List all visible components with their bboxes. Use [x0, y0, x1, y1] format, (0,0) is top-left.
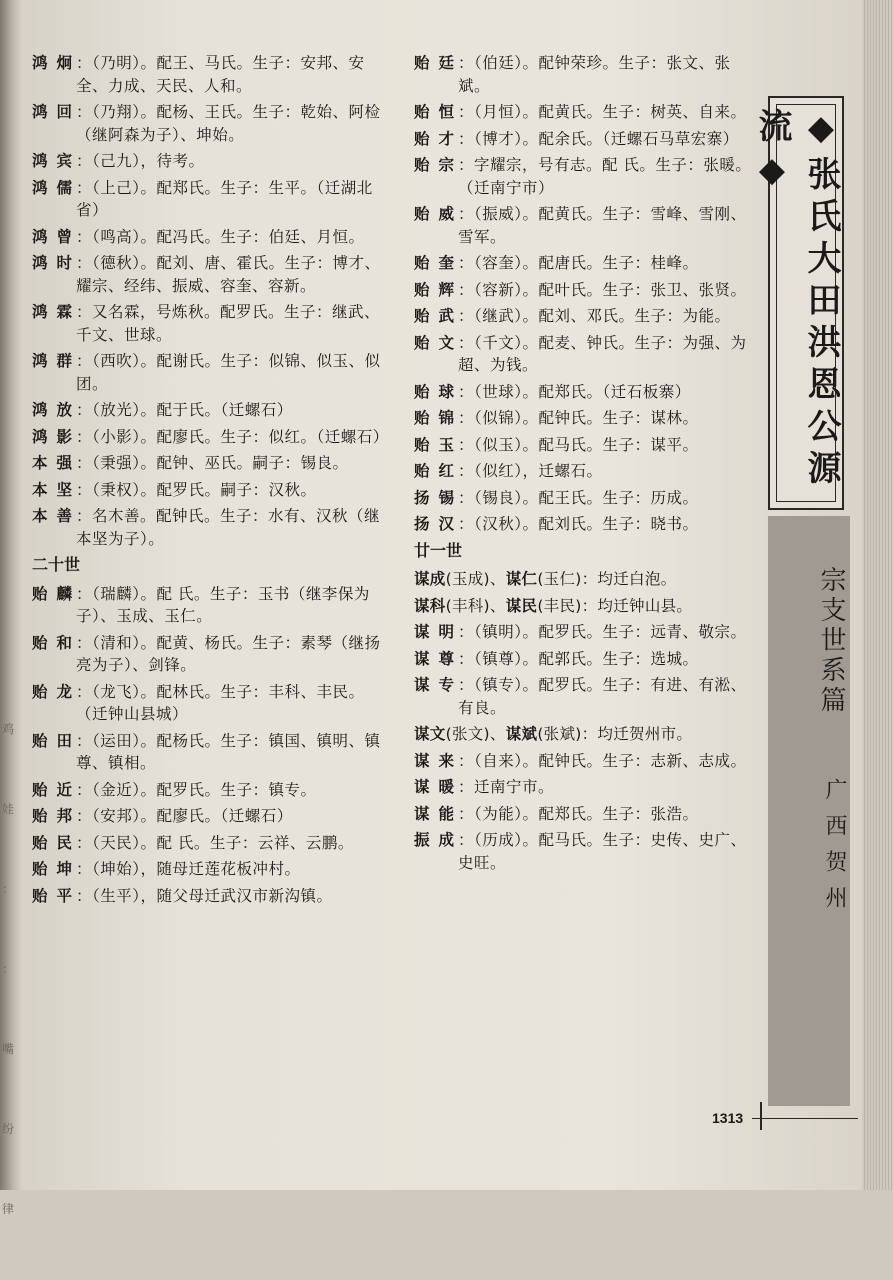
entry-name-char: 贻: [414, 156, 430, 174]
entry-name: [414, 101, 458, 124]
entry-name-char: 贻: [414, 333, 430, 352]
entry-name-char: 鸿: [32, 227, 48, 246]
genealogy-entry: [32, 177, 384, 222]
entry-name-char: 文: [438, 333, 454, 352]
entry-name: [32, 350, 76, 395]
entry-name-char: 本: [32, 507, 48, 525]
entry-name-char: 红: [438, 462, 454, 480]
entry-name-char: 成: [438, 831, 454, 849]
entry-name-char: 鸿: [32, 254, 48, 272]
entry-name-char: 和: [56, 633, 72, 652]
genealogy-entry: [32, 479, 384, 502]
entry-text: ：（镇明）。配罗氏。生子：远青、敬宗。: [458, 623, 747, 641]
entry-text: ：（秉强）。配钟、巫氏。嗣子：锡良。: [76, 454, 349, 472]
generation-heading: 廿一世: [414, 540, 463, 560]
entry-text: ：名木善。配钟氏。生子：水有、汉秋（继本坚为子）。: [76, 507, 381, 548]
entry-text: ：（清和）。配黄、杨氏。生子：素琴（继扬亮为子）、剑锋。: [76, 633, 381, 674]
entry-text: ：（生平），随父母迁武汉市新沟镇。: [76, 886, 333, 905]
genealogy-entry: [414, 154, 754, 199]
entry-name-char: 贻: [32, 682, 48, 701]
entry-name: [414, 776, 458, 799]
entry-name-char: 强: [56, 454, 72, 472]
entry-name-char: 鸿: [32, 152, 48, 170]
entry-name-char: 田: [56, 731, 72, 750]
genealogy-entry: [414, 279, 754, 302]
entry-name-char: 能: [438, 804, 454, 823]
region-label: 广西贺州: [822, 778, 847, 922]
entry-name-char: 暖: [438, 778, 454, 796]
entry-text: (丰民)：均迁钟山县。: [537, 596, 693, 615]
entry-name-char: 放: [56, 401, 72, 419]
entry-name: [414, 128, 458, 151]
entry-name: [32, 858, 76, 881]
genealogy-entry: [32, 832, 384, 855]
entry-name: [414, 487, 458, 510]
entry-text: (玉仁)：均迁白泡。: [537, 570, 677, 588]
entry-name-char: 贻: [414, 54, 430, 72]
entry-text: ：（汉秋）。配刘氏。生子：晓书。: [458, 515, 699, 533]
entry-name: [414, 513, 458, 536]
entry-name-char: 本: [32, 480, 48, 499]
genealogy-entry: [32, 426, 389, 449]
entry-name: [414, 305, 458, 328]
right-text-column: [414, 52, 754, 878]
genealogy-entry: [414, 434, 754, 457]
entry-text: ：（似锦）。配钟氏。生子：谋林。: [458, 409, 699, 427]
entry-name: [414, 674, 458, 719]
entry-text: ：（容新）。配叶氏。生子：张卫、张贤。: [458, 280, 747, 299]
entry-name: [414, 332, 458, 377]
entry-name-char: 尊: [438, 649, 454, 668]
combined-entry: [414, 723, 754, 746]
genealogy-entry: [32, 399, 384, 422]
genealogy-entry: [32, 150, 384, 173]
genealogy-entry: [32, 858, 384, 881]
entry-name: [32, 885, 76, 908]
entry-name-char: 来: [438, 751, 454, 770]
footer-rule: [752, 1118, 858, 1119]
entry-name-char: 贻: [414, 435, 430, 454]
entry-name-char: 贻: [414, 129, 430, 148]
entry-text: ：（鸣高）。配冯氏。生子：伯廷、月恒。: [76, 227, 365, 246]
entry-name-char: 谋: [414, 623, 430, 641]
entry-name: [414, 381, 458, 404]
entry-name: [414, 621, 458, 644]
section-tab: [768, 516, 850, 1106]
entry-name-char: 贻: [414, 205, 430, 223]
entry-name-char: 谋: [414, 751, 430, 770]
genealogy-entry: [32, 805, 384, 828]
entry-text: ：（自来）。配钟氏。生子：志新、志成。: [458, 751, 747, 770]
generation-heading: 二十世: [32, 555, 81, 574]
entry-name-char: 本: [32, 454, 48, 472]
entry-text: ：字耀宗，号有志。配 氏。生子：张暖。（迁南宁市）: [458, 156, 752, 197]
entry-text: ：（似红），迁螺石。: [458, 462, 603, 480]
left-text-column: [32, 52, 389, 911]
entry-name: [32, 479, 76, 502]
section-title: 宗支世系篇: [816, 566, 846, 716]
genealogy-entry: [414, 407, 754, 430]
entry-name-char: 善: [56, 507, 72, 525]
entry-name-char: 贻: [32, 807, 48, 825]
genealogy-entry: [32, 681, 384, 726]
entry-name-char: 贻: [32, 633, 48, 652]
entry-text: ：（伯廷）。配钟荣珍。生子：张文、张斌。: [458, 54, 731, 95]
entry-name: [414, 203, 458, 248]
entry-name-char: 时: [56, 254, 72, 272]
entry-text: ：（似玉）。配马氏。生子：谋平。: [458, 435, 699, 454]
genealogy-entry: [414, 776, 754, 799]
genealogy-entry: [414, 513, 754, 536]
entry-name-char: 专: [438, 676, 454, 694]
entry-name: [414, 434, 458, 457]
entry-text: ：（上己）。配郑氏。生子：生平。（迁湖北省）: [76, 178, 373, 219]
entry-name-char: 谋: [414, 676, 430, 694]
entry-name-char: 贻: [414, 462, 430, 480]
entry-name-char: 廷: [438, 54, 454, 72]
entry-name-char: 鸿: [32, 401, 48, 419]
entry-name: 谋民: [505, 596, 538, 615]
genealogy-entry: [32, 101, 384, 146]
entry-text: ：（为能）。配郑氏。生子：张浩。: [458, 804, 699, 823]
entry-name-char: 贻: [32, 780, 48, 799]
genealogy-entry: [414, 829, 754, 874]
entry-name: [32, 730, 76, 775]
entry-text: ：（坤始），随母迁莲花板冲村。: [76, 860, 301, 878]
entry-text: ：（龙飞）。配林氏。生子：丰科、丰民。（迁钟山县城）: [76, 682, 365, 723]
entry-name-char: 锡: [438, 488, 454, 507]
genealogy-entry: [32, 252, 384, 297]
entry-name-char: 贻: [32, 886, 48, 905]
entry-name: 谋科: [414, 596, 446, 615]
entry-name-char: 贻: [414, 103, 430, 121]
entry-name: [32, 632, 76, 677]
genealogy-entry: [414, 252, 754, 275]
genealogy-entry: [414, 460, 754, 483]
margin-bleed-char: ：: [2, 962, 15, 976]
entry-name-char: 才: [438, 129, 454, 148]
entry-name: [32, 252, 76, 297]
entry-name-char: 鸿: [32, 103, 48, 121]
page-number: 1313: [712, 1110, 744, 1126]
entry-name: 谋成: [414, 570, 446, 588]
entry-text: (张文)、: [445, 725, 506, 743]
entry-name: [32, 150, 76, 173]
entry-name-char: 曾: [56, 227, 72, 246]
entry-name-char: 贻: [414, 280, 430, 299]
genealogy-entry: [414, 803, 754, 826]
entry-name-char: 平: [56, 886, 72, 905]
entry-name-char: 武: [438, 307, 454, 325]
genealogy-entry: [32, 583, 384, 628]
entry-text: ：（德秋）。配刘、唐、霍氏。生子：博才、耀宗、经纬、振威、容奎、容新。: [76, 254, 381, 295]
genealogy-entry: [414, 674, 754, 719]
entry-text: ：（天民）。配 氏。生子：云祥、云鹏。: [76, 833, 354, 852]
genealogy-entry: [32, 301, 384, 346]
entry-name: [32, 779, 76, 802]
entry-name: [32, 52, 76, 97]
entry-text: ：（世球）。配郑氏。（迁石板寨）: [458, 382, 691, 401]
entry-name: [414, 829, 458, 874]
entry-text: ：（继武）。配刘、邓氏。生子：为能。: [458, 307, 731, 325]
entry-name-char: 邦: [56, 807, 72, 825]
entry-name-char: 辉: [438, 280, 454, 299]
entry-name-char: 谋: [414, 804, 430, 823]
entry-name-char: 儒: [56, 178, 72, 197]
margin-bleed-char: 嘴: [2, 1042, 15, 1056]
entry-name-char: 影: [56, 427, 72, 446]
genealogy-entry: [32, 505, 384, 550]
entry-text: ：（瑞麟）。配 氏。生子：玉书（继李保为子）、玉成、玉仁。: [76, 584, 370, 625]
entry-name: [414, 460, 458, 483]
entry-name: [414, 154, 458, 199]
genealogy-entry: [414, 487, 754, 510]
entry-text: ：（锡良）。配王氏。生子：历成。: [458, 488, 699, 507]
entry-name: [414, 407, 458, 430]
combined-entry: [414, 595, 754, 618]
entry-name: [414, 252, 458, 275]
genealogy-entry: [32, 885, 384, 908]
entry-name-char: 回: [56, 103, 72, 121]
footer-tick: [760, 1102, 762, 1130]
entry-name-char: 贻: [32, 833, 48, 852]
combined-entry: [414, 568, 754, 591]
entry-name: [32, 832, 76, 855]
genealogy-entry: [414, 101, 754, 124]
entry-name-char: 贻: [414, 254, 430, 272]
entry-text: (玉成)、: [445, 570, 506, 588]
genealogy-entry: [414, 203, 754, 248]
entry-name: [32, 426, 76, 449]
entry-text: ：（千文）。配麦、钟氏。生子：为强、为超、为钱。: [458, 333, 747, 374]
entry-text: ：（放光）。配于氏。（迁螺石）: [76, 401, 293, 419]
entry-name-char: 群: [56, 352, 72, 370]
entry-text: ：（容奎）。配唐氏。生子：桂峰。: [458, 254, 699, 272]
entry-name-char: 霖: [56, 303, 72, 321]
entry-name-char: 鸿: [32, 427, 48, 446]
entry-name-char: 麟: [56, 584, 72, 603]
entry-text: ：（金近）。配罗氏。生子：镇专。: [76, 780, 317, 799]
entry-name-char: 坚: [56, 480, 72, 499]
entry-name-char: 明: [438, 623, 454, 641]
entry-name-char: 贻: [414, 409, 430, 427]
entry-text: (张斌)：均迁贺州市。: [537, 725, 693, 743]
genealogy-entry: [414, 750, 754, 773]
entry-name-char: 贻: [414, 307, 430, 325]
entry-name-char: 振: [414, 831, 430, 849]
entry-text: ：（博才）。配余氏。（迁螺石马草宏寨）: [458, 129, 739, 148]
entry-name: [32, 226, 76, 249]
entry-text: ：（安邦）。配廖氏。（迁螺石）: [76, 807, 293, 825]
entry-name: [32, 301, 76, 346]
entry-name: [32, 505, 76, 550]
entry-text: ：（镇专）。配罗氏。生子：有进、有淞、有良。: [458, 676, 747, 717]
entry-name: [32, 452, 76, 475]
entry-name: [414, 279, 458, 302]
genealogy-entry: [414, 648, 754, 671]
genealogy-entry: [32, 350, 384, 395]
entry-name-char: 锦: [438, 409, 454, 427]
entry-name: 谋文: [414, 725, 446, 743]
genealogy-entry: [414, 305, 754, 328]
entry-text: ：（月恒）。配黄氏。生子：树英、自来。: [458, 103, 747, 121]
entry-name-char: 贻: [32, 860, 48, 878]
entry-name-char: 谋: [414, 778, 430, 796]
entry-name-char: 汉: [438, 515, 454, 533]
entry-name-char: 宾: [56, 152, 72, 170]
margin-bleed-char: 纷: [2, 1122, 15, 1136]
genealogy-entry: [414, 128, 754, 151]
entry-name-char: 民: [56, 833, 72, 852]
entry-name-char: 近: [56, 780, 72, 799]
entry-text: ：（己九），待考。: [76, 152, 205, 170]
entry-name-char: 鸿: [32, 352, 48, 370]
entry-name-char: 坤: [56, 860, 72, 878]
entry-text: ：（运田）。配杨氏。生子：镇国、镇明、镇尊、镇相。: [76, 731, 381, 772]
margin-bleed-char: 鸡: [2, 722, 15, 736]
entry-name: [32, 101, 76, 146]
chapter-title-box: [752, 96, 844, 510]
entry-name-char: 宗: [438, 156, 454, 174]
entry-name-char: 奎: [438, 254, 454, 272]
entry-name-char: 恒: [438, 103, 454, 121]
genealogy-entry: [32, 730, 384, 775]
entry-text: ：（乃翔）。配杨、王氏。生子：乾始、阿检（继阿森为子）、坤始。: [76, 103, 381, 144]
entry-name: [32, 177, 76, 222]
entry-name: 谋仁: [505, 570, 538, 588]
margin-bleed-text: [2, 720, 18, 1280]
entry-name-char: 贻: [414, 382, 430, 401]
chapter-title: ◆张氏大田洪恩公源流◆: [752, 108, 841, 492]
entry-text: ：（小影）。配廖氏。生子：似红。（迁螺石）: [76, 427, 389, 446]
margin-bleed-char: 娃: [2, 802, 15, 816]
entry-name-char: 贻: [32, 584, 48, 603]
entry-text: ：（秉权）。配罗氏。嗣子：汉秋。: [76, 480, 317, 499]
entry-name: [414, 803, 458, 826]
entry-name-char: 鸿: [32, 178, 48, 197]
entry-text: (丰科)、: [445, 596, 506, 615]
entry-name: [414, 648, 458, 671]
entry-name-char: 炯: [56, 54, 72, 72]
entry-name-char: 龙: [56, 682, 72, 701]
entry-text: ：（西吹）。配谢氏。生子：似锦、似玉、似团。: [76, 352, 381, 393]
entry-text: ：（乃明）。配王、马氏。生子：安邦、安全、力成、天民、人和。: [76, 54, 365, 95]
genealogy-entry: [32, 779, 384, 802]
entry-name-char: 扬: [414, 488, 430, 507]
genealogy-entry: [32, 632, 384, 677]
genealogy-entry: [414, 332, 754, 377]
entry-name: [32, 805, 76, 828]
margin-bleed-char: 律: [2, 1202, 15, 1216]
entry-text: ：（镇尊）。配郭氏。生子：选城。: [458, 649, 699, 668]
entry-name-char: 威: [438, 205, 454, 223]
genealogy-entry: [414, 52, 754, 97]
genealogy-entry: [32, 226, 384, 249]
genealogy-entry: [414, 621, 754, 644]
page-stack-edge: [862, 0, 893, 1190]
entry-name-char: 玉: [438, 435, 454, 454]
entry-name: [414, 750, 458, 773]
entry-text: ：迁南宁市。: [458, 778, 555, 796]
entry-text: ：（振威）。配黄氏。生子：雪峰、雪刚、雪军。: [458, 205, 747, 246]
entry-name: [414, 52, 458, 97]
entry-name-char: 扬: [414, 515, 430, 533]
margin-bleed-char: ：: [2, 882, 15, 896]
entry-name: [32, 583, 76, 628]
entry-name-char: 鸿: [32, 54, 48, 72]
entry-name: [32, 399, 76, 422]
genealogy-entry: [414, 381, 754, 404]
entry-name-char: 谋: [414, 649, 430, 668]
entry-name: 谋斌: [505, 725, 538, 743]
entry-name-char: 贻: [32, 731, 48, 750]
entry-name: [32, 681, 76, 726]
genealogy-entry: [32, 52, 384, 97]
genealogy-entry: [32, 452, 384, 475]
entry-text: ：又名霖，号炼秋。配罗氏。生子：继武、千文、世球。: [76, 303, 381, 344]
entry-text: ：（历成）。配马氏。生子：史传、史广、史旺。: [458, 831, 747, 872]
entry-name-char: 鸿: [32, 303, 48, 321]
entry-name-char: 球: [438, 382, 454, 401]
